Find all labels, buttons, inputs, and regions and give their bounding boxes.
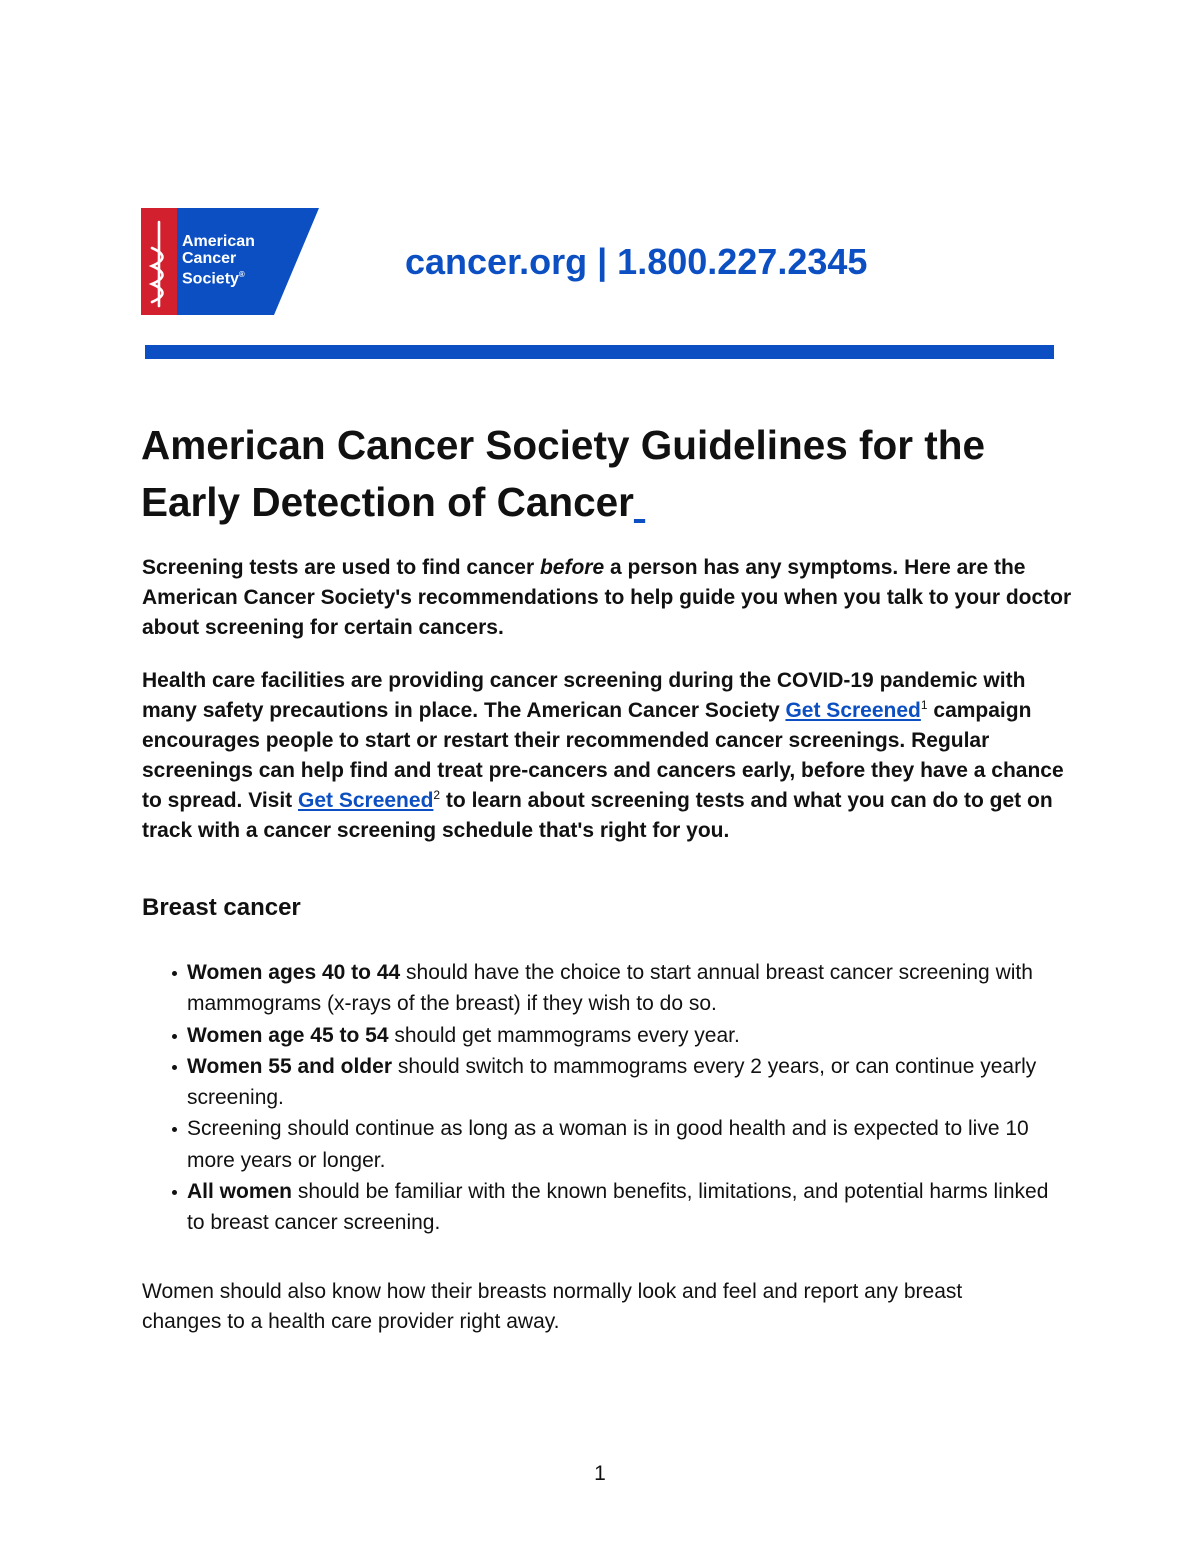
logo-wordmark <box>182 234 255 288</box>
list-item-bold: All women <box>187 1180 293 1204</box>
page-title <box>141 417 1071 531</box>
logo-line: American <box>182 233 255 250</box>
get-screened-link[interactable]: Get Screened <box>785 699 921 722</box>
list-item-text: Screening should continue as long as a woman is in good health and is expected to live 10 more years or longer. <box>187 1117 1029 1172</box>
covid-paragraph <box>142 666 1072 846</box>
logo-line: Society® <box>182 270 245 288</box>
title-text: American Cancer Society Guidelines for the Early Detection of Cancer <box>141 422 986 525</box>
intro-text: Screening tests are used to find cancer <box>142 556 540 579</box>
logo-line: Cancer <box>182 249 237 267</box>
list-item-bold: Women age 45 to 54 <box>187 1023 389 1047</box>
footnote-ref: 1 <box>920 698 928 712</box>
list-item-text: should switch to mammograms every 2 years, or can continue yearly screening. <box>187 1054 1037 1110</box>
list-item-bold: Women ages 40 to 44 <box>187 961 401 984</box>
list-item-text: should have the choice to start annual breast cancer screening with mammograms (x-rays of the breast) if they wish to do so. <box>187 961 1033 1016</box>
page-number: 1 <box>594 1462 606 1485</box>
covid-text: to learn about screening tests and what you can do to get on track with a cancer screening schedule that's right for you. <box>142 789 1053 842</box>
breast-guidelines-list <box>187 957 1067 1239</box>
list-item <box>187 1113 1067 1176</box>
intro-paragraph <box>142 553 1072 643</box>
header-rule <box>145 345 1054 359</box>
footnote-ref: 2 <box>433 788 441 802</box>
covid-text: campaign encourages people to start or restart their recommended cancer screenings. Regular screenings can help find and treat pre-cancers and cancers early, before they have a chance to spread. Visit <box>142 699 1064 812</box>
list-item <box>187 1176 1067 1239</box>
title-link-trail[interactable] <box>634 479 645 525</box>
list-item <box>187 1051 1067 1114</box>
intro-text: a person has any symptoms. Here are the American Cancer Society's recommendations to help guide you when you talk to your doctor about screening for certain cancers. <box>142 556 1072 639</box>
list-item-text: should be familiar with the known benefits, limitations, and potential harms linked to breast cancer screening. <box>187 1180 1049 1235</box>
covid-text: Health care facilities are providing cancer screening during the COVID-19 pandemic with many safety precautions in place. The American Cancer Society <box>142 669 1026 722</box>
contact-line: cancer.org | 1.800.227.2345 <box>405 241 868 282</box>
closing-paragraph: Women should also know how their breasts normally look and feel and report any breast changes to a health care provider right away. <box>142 1280 963 1333</box>
intro-emphasis: before <box>539 556 605 579</box>
get-screened-link[interactable]: Get Screened <box>298 789 434 812</box>
section-heading-breast-cancer: Breast cancer <box>142 894 301 921</box>
list-item <box>187 1020 1067 1051</box>
list-item-bold: Women 55 and older <box>187 1054 392 1078</box>
list-item <box>187 957 1067 1020</box>
list-item-text: should get mammograms every year. <box>388 1023 740 1047</box>
